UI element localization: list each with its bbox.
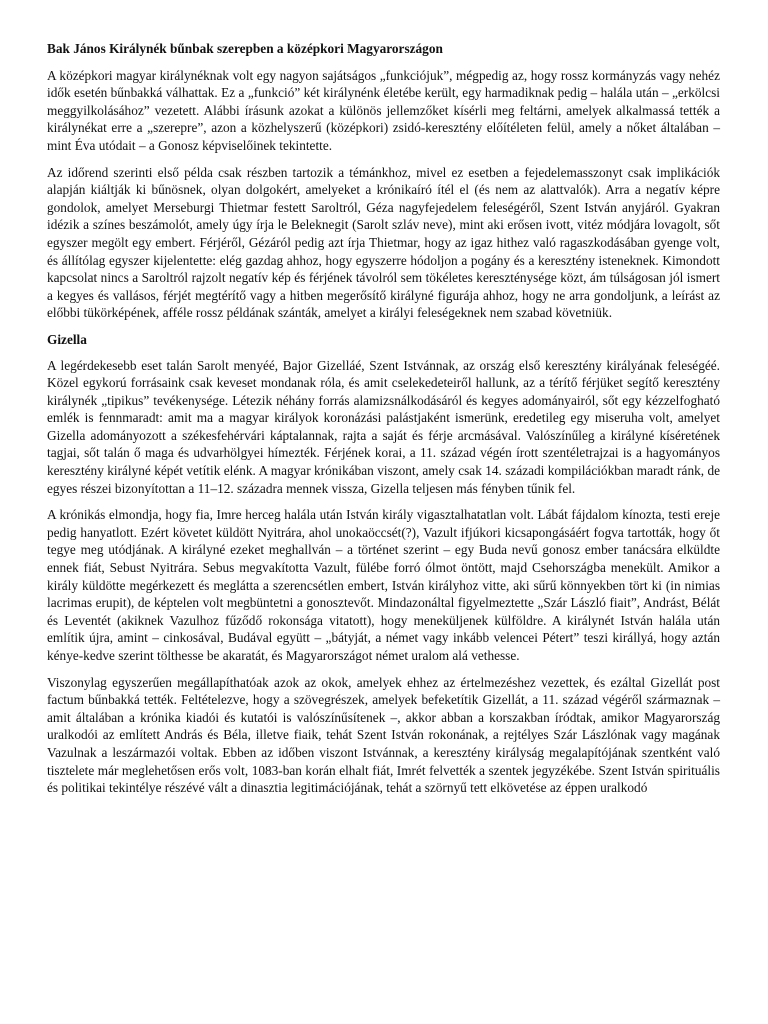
document-title: Bak János Királynék bűnbak szerepben a középkori Magyarországon: [47, 41, 443, 56]
paragraph-gizella-2: A krónikás elmondja, hogy fia, Imre herceg halála után István király vigasztalhatatlan volt. Lábát fájdalom kínozta, testi ereje pedig hanyatlott. Ezért követet küldött Nyitrára, ahol unokaöccsét(?), Vazult ifjúkori kicsapongásáért fogva tartották, hogy őt tegye meg utódjának. A királyné ezeket meghallván – a történet szerint – egy Buda nevű gonosz ember tanácsára elküldte ennek fiát, Sebust Nyitrára. Sebus megvakította Vazult, fülébe forró ólmot öntött, majd Csehországba menekült. Amikor a király küldötte megérkezett és meglátta a szerencsétlen embert, István királyhoz vitte, aki sűrű könnyekben tört ki (in nimias lacrimas erupit), de képtelen volt megbüntetni a gonosztevőt. Mindazonáltal figyelmeztette „Szár László fiait”, Andrást, Bélát és Leventét (akiknek Vazulhoz fűződő rokonsága vitatott), hogy meneküljenek külföldre. A királynét István halála után említik újra, amint – cinkosával, Budával együtt – „bátyját, a német vagy inkább velencei Pétert” teszi királlyá, hogy aztán kénye-kedve szerint tölthesse be akaratát, és Magyarországot német uralom alá vethesse.: [47, 507, 720, 663]
paragraph-intro-1: A középkori magyar királynéknak volt egy nagyon sajátságos „funkciójuk”, mégpedig az, hogy rossz kormányzás vagy nehéz idők esetén bűnbakká válhattak. Ez a „funkció” két királynénk életébe került, egy harmadiknak pedig – halála után – „erkölcsi meggyilkolásához” vezetett. Alábbi írásunk azokat a különös jellemzőket kísérli meg feltárni, amelyek alkalmassá tették a királynékat erre a „szerepre”, azon a közhelyszerű (középkori) zsidó-keresztény előítéleten felül, amely a nőket általában – mint Éva utódait – a Gonosz képviselőinek tekintette.: [47, 67, 720, 153]
section-heading-gizella: Gizella: [47, 331, 87, 347]
document-page: [47, 40, 720, 806]
paragraph-gizella-1: A legérdekesebb eset talán Sarolt menyéé, Bajor Gizelláé, Szent Istvánnak, az ország első keresztény királyának feleségéé. Közel egykorú forrásaink csak keveset mondanak róla, és amit cselekedeteiről hallunk, az a térítő férjüket segítő keresztény királynék „tipikus” tevékenysége. Létezik néhány forrás alamizsnálkodásáról és kegyes adományairól, sőt egy kézzelfogható emlék is fennmaradt: amit ma a magyar királyok koronázási palástjaként ismerünk, eredetileg egy miseruha volt, amelyet Gizella adományozott a székesfehérvári káptalannak, rajta a saját és férje arcmásával. Valószínűleg a királyné kíséretének tagjai, sőt talán ő maga és udvarhölgyei hímezték. Férjének korai, a 11. század végén írott szentéletrajzai is a hagyományos keresztény királyné képét vetítik elénk. A magyar krónikában viszont, amely csak 14. századi kompilációkban maradt ránk, de egyes részei bizonyítottan a 11–12. századra mennek vissza, Gizella teljesen más fényben tűnik fel.: [47, 357, 720, 496]
paragraph-intro-2: Az időrend szerinti első példa csak részben tartozik a témánkhoz, mivel ez esetben a fejedelemasszonyt csak implikációk alapján kiáltják ki bűnösnek, olyan dolgokért, amelyeket a krónikaíró ítél el (és nem az alattvalók). Arra a negatív képre gondolok, amelyet Merseburgi Thietmar festett Saroltról, Géza nagyfejedelem feleségéről, Szent István anyjáról. Gyakran idézik a színes beszámolót, amely úgy írja le Beleknegit (Sarolt szláv neve), mint aki erősen ivott, vitéz módjára lovagolt, sőt egyszer megölt egy embert. Férjéről, Gézáról pedig azt írja Thietmar, hogy az igaz hithez való ragaszkodásában gyenge volt, és állítólag egyszer kijelentette: elég gazdag ahhoz, hogy egyszerre hódoljon a pogány és a keresztény isteneknek. Kimondott kapcsolat nincs a Saroltról rajzolt negatív kép és férjének távolról sem tökéletes kereszténysége közt, ám túlságosan jól ismert a kegyes és vallásos, férjét megtérítő vagy a hitben megerősítő királyné figurája ahhoz, hogy ne arra gondoljunk, a leírást az előbbi tükörképének, afféle rossz példának szánták, amelyet a királyi feleségeknek nem szabad követniük.: [47, 164, 720, 321]
paragraph-gizella-3: Viszonylag egyszerűen megállapíthatóak azok az okok, amelyek ehhez az értelmezéshez vezettek, és ezáltal Gizellát post factum bűnbakká tették. Feltételezve, hogy a szövegrészek, amelyek befeketítik Gizellát, a 11. század végéről származnak – amit általában a krónika kiadói és kutatói is valószínűsítenek –, akkor abban a korszakban íródtak, amikor Magyarország uralkodói az említett András és Béla, illetve fiaik, tehát Szent István rokonának, a rejtélyes Szár Lászlónak vagy magának Vazulnak a leszármazói voltak. Ebben az időben viszont Istvánnak, a keresztény királyság megalapítójának szentként való tisztelete már meglehetősen erős volt, 1083-ban korán elhalt fiát, Imrét felvették a szentek jegyzékébe. Szent István spirituális és politikai tekintélye részévé vált a dinasztia legitimációjának, tehát a szörnyű tett elkövetése az éppen uralkodó: [47, 674, 720, 796]
